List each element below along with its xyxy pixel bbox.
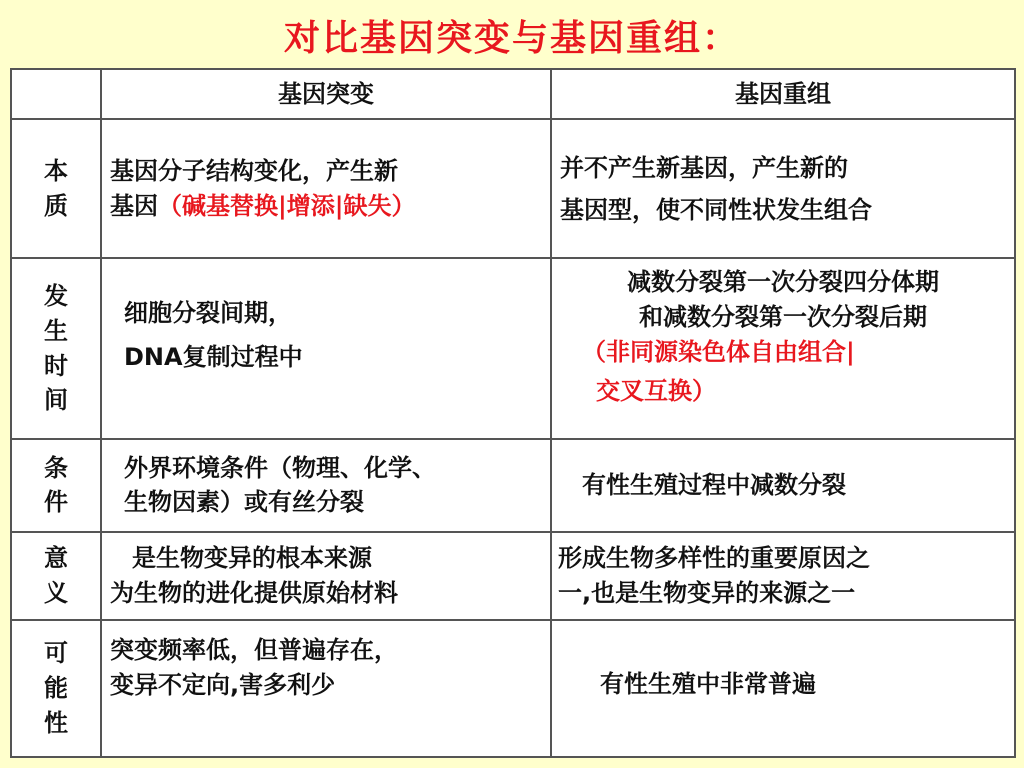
text-line: DNA复制过程中 [124,342,303,371]
text-line: 有性生殖中非常普遍 [600,670,816,699]
header-empty-cell [11,69,101,119]
text-line: 突变频率低，但普遍存在， [110,636,398,665]
cell-mutation-significance [101,532,551,621]
comparison-table [10,68,1016,758]
text-line: 细胞分裂间期， [124,299,292,328]
cell-mutation-essence [101,119,551,258]
text-line: 和减数分裂第一次分裂后期 [639,302,927,331]
row-label-significance: 意 义 [11,532,101,621]
text-line: 基因 [110,191,158,220]
text-line: 基因型，使不同性状发生组合 [560,195,872,224]
text-line: 一,也是生物变异的来源之一 [558,578,856,607]
text-line: 为生物的进化提供原始材料 [110,578,398,607]
text-line: 减数分裂第一次分裂四分体期 [627,268,939,297]
cell-recombination-condition [551,439,1015,532]
text-line: 并不产生新基因，产生新的 [560,153,848,182]
row-significance [11,532,1015,621]
row-possibility [11,620,1015,757]
row-condition [11,439,1015,532]
text-line: 基因分子结构变化，产生新 [110,156,398,185]
header-recombination: 基因重组 [551,69,1015,119]
cell-mutation-time [101,258,551,439]
highlight-text: （碱基替换|增添|缺失） [158,191,416,220]
header-row [11,69,1015,119]
cell-recombination-essence [551,119,1015,258]
row-label-possibility: 可 能 性 [11,620,101,757]
text-line: 外界环境条件（物理、化学、 [124,453,436,482]
row-label-time: 发 生 时 间 [11,258,101,439]
cell-mutation-possibility [101,620,551,757]
text-line: 变异不定向,害多利少 [110,670,336,699]
text-line: 形成生物多样性的重要原因之 [558,544,870,573]
text-line: 有性生殖过程中减数分裂 [582,470,846,499]
text-line: 生物因素）或有丝分裂 [124,488,364,517]
cell-recombination-time [551,258,1015,439]
row-label-essence: 本 质 [11,119,101,258]
row-label-condition: 条 件 [11,439,101,532]
row-time [11,258,1015,439]
text-line: 是生物变异的根本来源 [132,544,372,573]
row-essence [11,119,1015,258]
cell-recombination-possibility [551,620,1015,757]
header-mutation: 基因突变 [101,69,551,119]
highlight-text: （非同源染色体自由组合| [582,337,855,366]
cell-recombination-significance [551,532,1015,621]
highlight-text: 交叉互换） [596,377,716,406]
cell-mutation-condition [101,439,551,532]
slide-title: 对比基因突变与基因重组： [283,17,740,59]
